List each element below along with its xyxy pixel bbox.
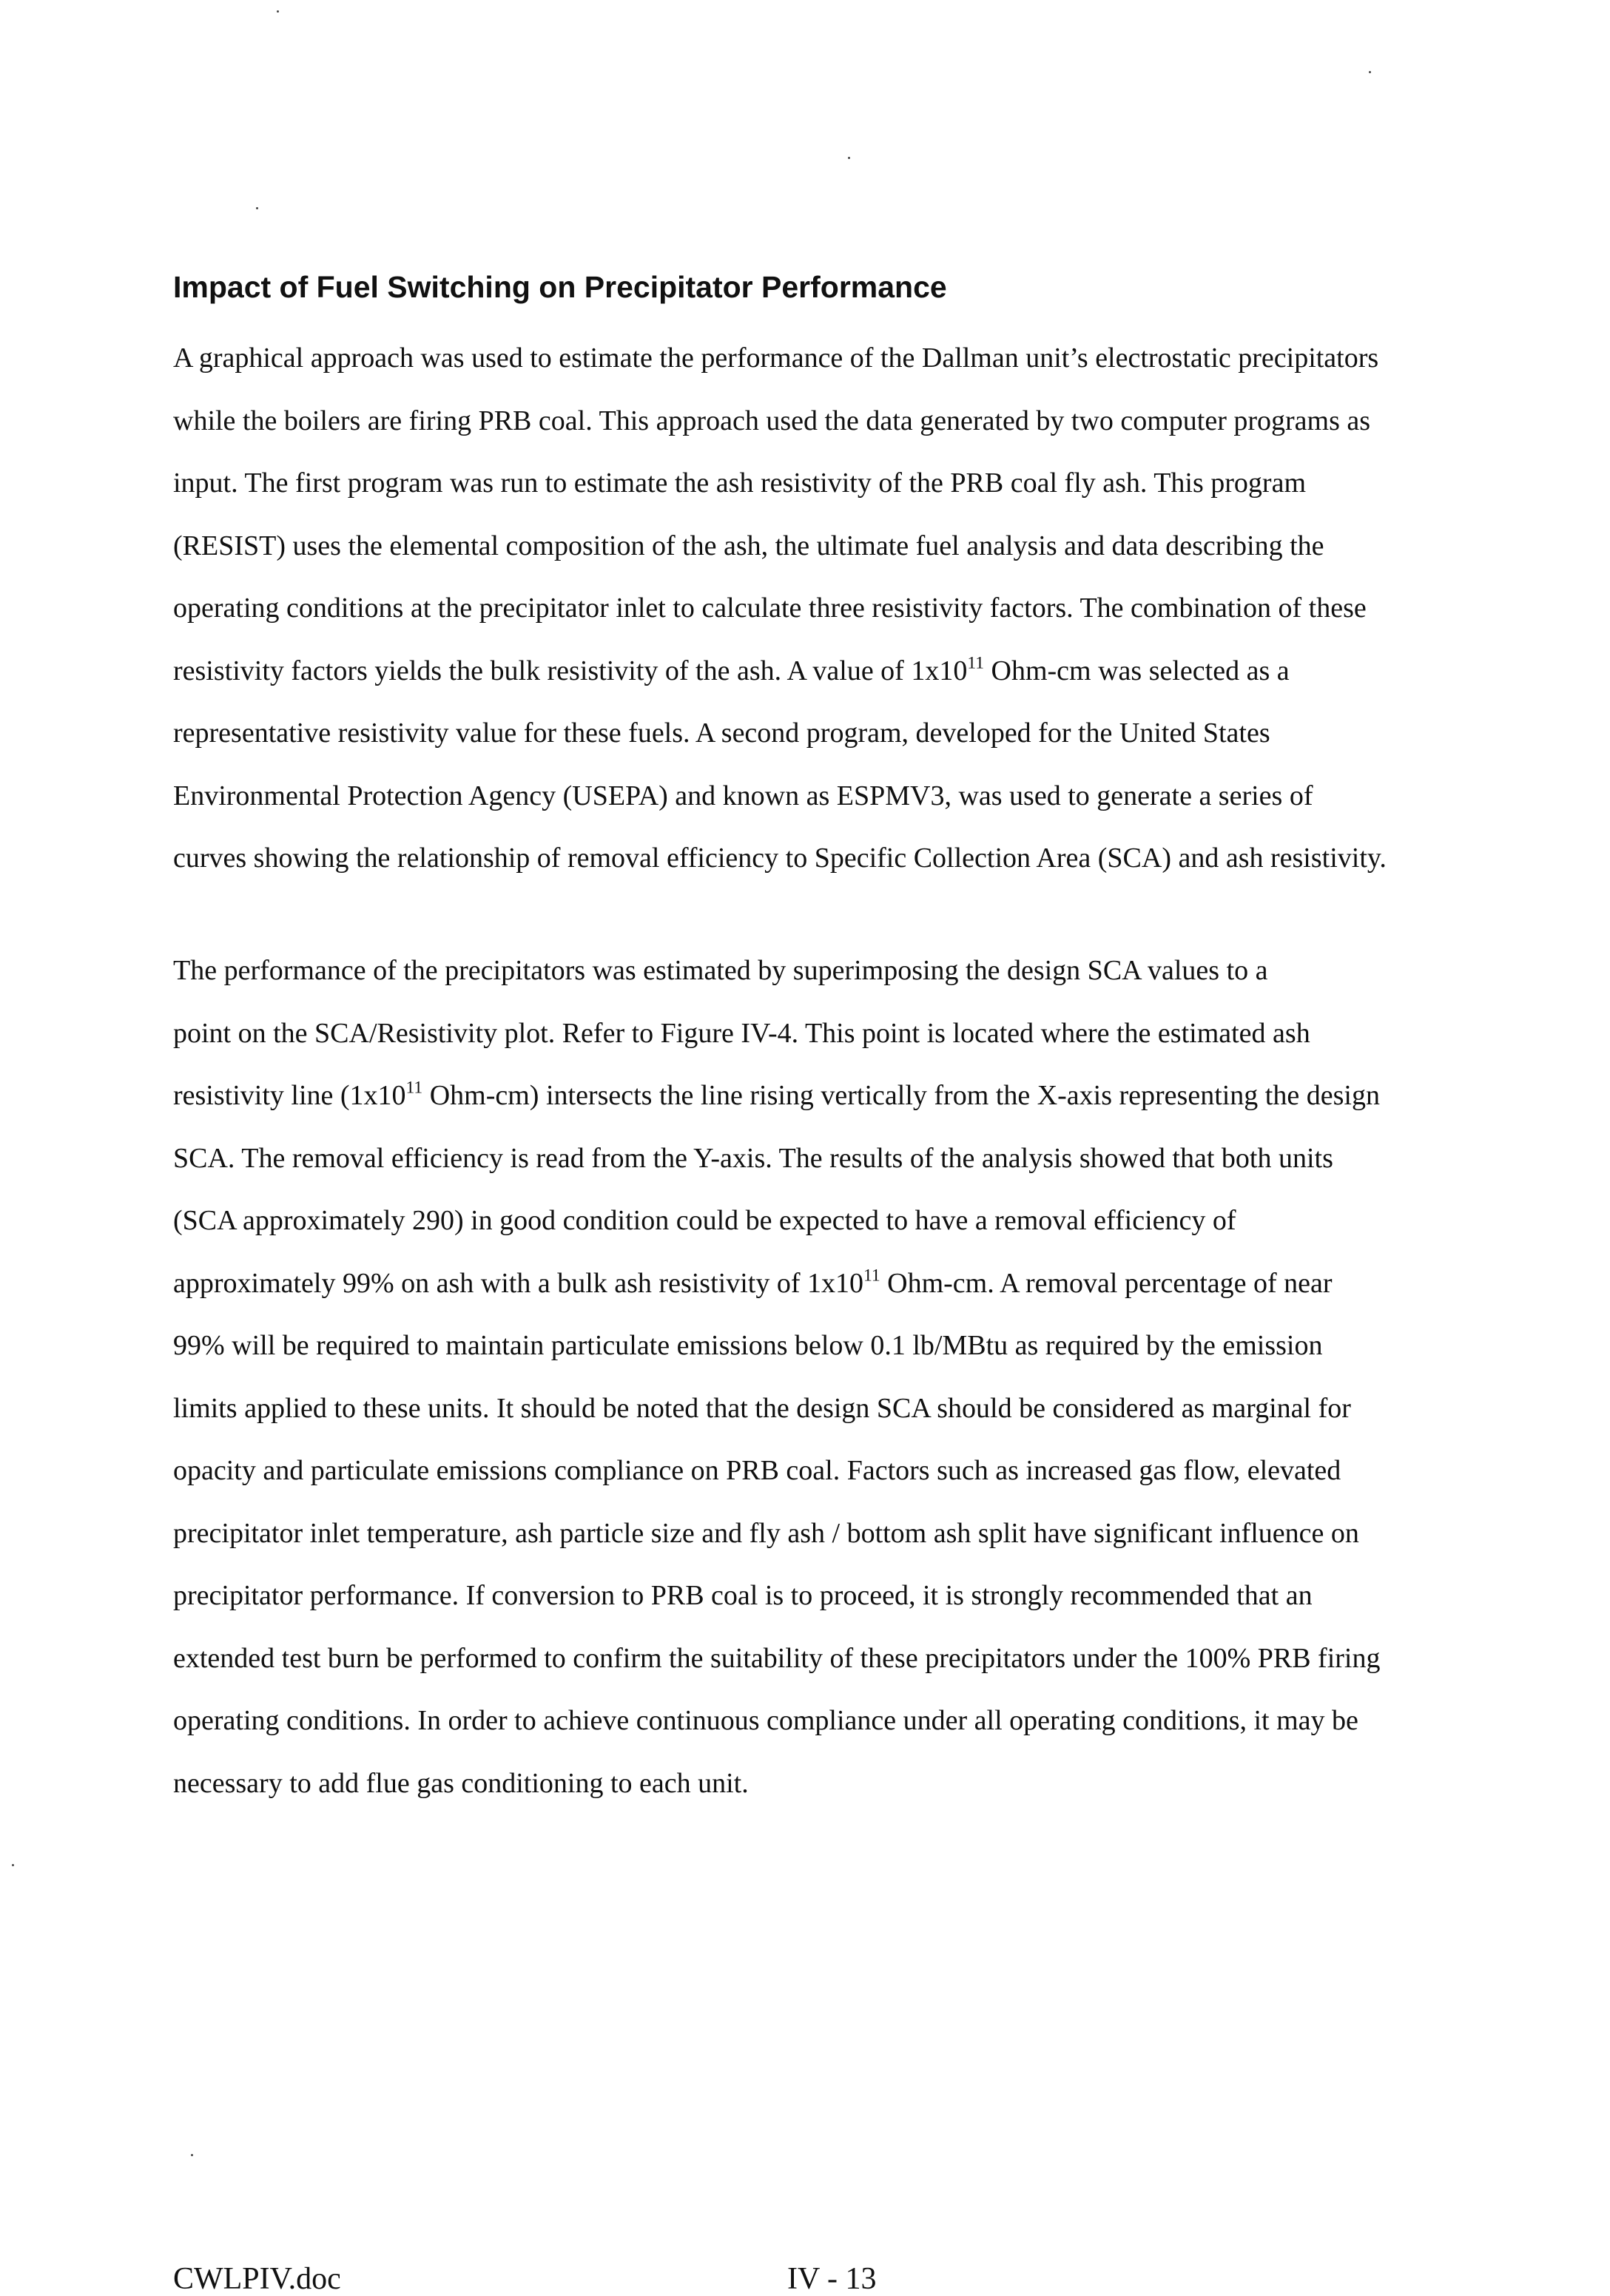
text-line: 99% will be required to maintain particulate emissions below 0.1 lb/MBtu as required by the emission bbox=[173, 1330, 1323, 1361]
text-line: operating conditions. In order to achieve continuous compliance under all operating conditions, it may be bbox=[173, 1705, 1358, 1736]
text-line-end: Ohm-cm. A removal percentage of near bbox=[880, 1267, 1333, 1299]
paragraph-precipitator-approach bbox=[173, 327, 1610, 890]
text-line: (RESIST) uses the elemental composition of the ash, the ultimate fuel analysis and data describing the bbox=[173, 530, 1324, 561]
text-line: operating conditions at the precipitator inlet to calculate three resistivity factors. The combination of these bbox=[173, 592, 1367, 624]
text-line bbox=[173, 1252, 1610, 1315]
scan-speck bbox=[277, 10, 279, 13]
footer-filename: CWLPIV.doc bbox=[173, 2262, 341, 2296]
text-line: precipitator inlet temperature, ash particle size and fly ash / bottom ash split have significant influence on bbox=[173, 1517, 1359, 1549]
text-line: Environmental Protection Agency (USEPA) and known as ESPMV3, was used to generate a series of bbox=[173, 780, 1313, 811]
text-line: input. The first program was run to estimate the ash resistivity of the PRB coal fly ash. This program bbox=[173, 467, 1307, 499]
paragraph-performance-estimate bbox=[173, 939, 1610, 1814]
text-line: opacity and particulate emissions compliance on PRB coal. Factors such as increased gas flow, elevated bbox=[173, 1455, 1341, 1486]
text-line bbox=[173, 1064, 1610, 1127]
text-line-start: resistivity line (1x10 bbox=[173, 1080, 406, 1111]
text-line-end: Ohm-cm was selected as a bbox=[984, 655, 1290, 686]
text-line: point on the SCA/Resistivity plot. Refer to Figure IV-4. This point is located where the estimated ash bbox=[173, 1017, 1310, 1049]
text-line: representative resistivity value for these fuels. A second program, developed for the United States bbox=[173, 718, 1270, 749]
scan-speck bbox=[1369, 71, 1371, 73]
text-line-start: approximately 99% on ash with a bulk ash resistivity of 1x10 bbox=[173, 1267, 863, 1299]
text-line: SCA. The removal efficiency is read from the Y-axis. The results of the analysis showed that both units bbox=[173, 1142, 1333, 1174]
text-line: precipitator performance. If conversion to PRB coal is to proceed, it is strongly recommended that an bbox=[173, 1580, 1313, 1611]
text-line: (SCA approximately 290) in good condition could be expected to have a removal efficiency of bbox=[173, 1205, 1236, 1236]
text-line: while the boilers are firing PRB coal. This approach used the data generated by two computer programs as bbox=[173, 405, 1371, 436]
exponent: 11 bbox=[405, 1078, 423, 1098]
text-line: necessary to add flue gas conditioning to each unit. bbox=[173, 1767, 749, 1799]
text-line: The performance of the precipitators was estimated by superimposing the design SCA values to a bbox=[173, 955, 1268, 986]
scan-speck bbox=[12, 1864, 14, 1866]
scan-speck bbox=[256, 207, 258, 209]
text-line: A graphical approach was used to estimate the performance of the Dallman unit’s electrostatic precipitators bbox=[173, 342, 1379, 374]
text-line: limits applied to these units. It should be noted that the design SCA should be considered as marginal for bbox=[173, 1392, 1351, 1424]
text-line-start: resistivity factors yields the bulk resistivity of the ash. A value of 1x10 bbox=[173, 655, 968, 686]
text-line-end: Ohm-cm) intersects the line rising vertically from the X-axis representing the design bbox=[422, 1080, 1380, 1111]
text-line bbox=[173, 640, 1610, 703]
scan-speck bbox=[848, 157, 850, 159]
exponent: 11 bbox=[967, 653, 985, 673]
text-line: curves showing the relationship of removal efficiency to Specific Collection Area (SCA) and ash resistivity. bbox=[173, 843, 1387, 874]
text-line: extended test burn be performed to confirm the suitability of these precipitators under the 100% PRB firing bbox=[173, 1642, 1381, 1674]
footer-page-number: IV - 13 bbox=[787, 2262, 877, 2296]
exponent: 11 bbox=[863, 1266, 880, 1286]
section-heading: Impact of Fuel Switching on Precipitator Performance bbox=[173, 270, 947, 304]
scan-speck bbox=[191, 2154, 193, 2156]
